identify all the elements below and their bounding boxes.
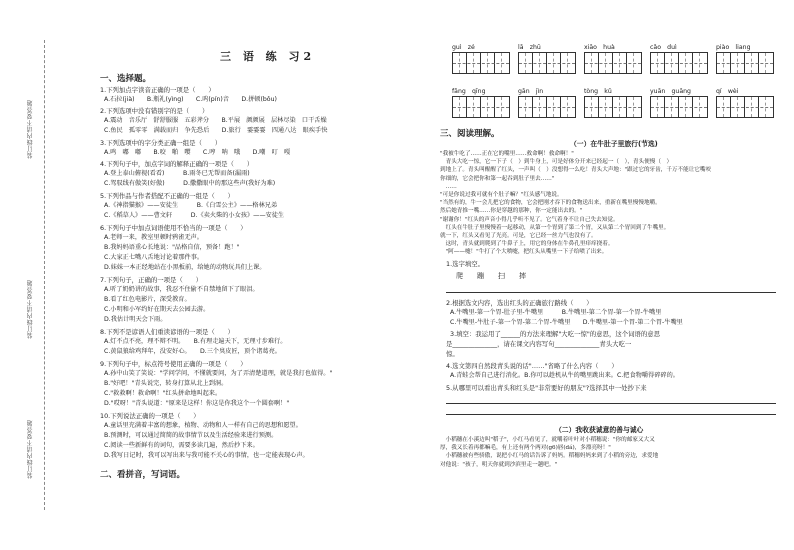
margin-note-2: 装订线内请不要答题 — [27, 280, 34, 339]
pinyin-label: fāng qīng — [452, 88, 486, 95]
passage-2-text — [440, 436, 780, 469]
q5-options-cd: C.《稻草人》——曹文轩 D.《卖火柴的小女孩》——安徒生 — [104, 212, 285, 219]
grid-guide-line — [717, 63, 773, 64]
character-grid-box[interactable] — [518, 52, 576, 74]
q9-option-c: C."救救啊！救命啊！"红头拼命地叫起来。 — [104, 390, 222, 397]
passage-2-line: 小稻穗在小溪边叫"稻子"，小红马看见了，就嚼着叶叶对小稻穗说："你的邮家又大又 — [440, 437, 655, 443]
pinyin-label: qí wèi — [716, 88, 739, 95]
passage-1-line: 到地上了。青头叫醒醒了红头，一声叫（ ）没想得一么吃！青头大声地："跟过它的牙齿，千万不能让它嘴咬 — [440, 167, 712, 174]
section-1-heading: 一、选择题。 — [100, 74, 152, 84]
q6-option-b: B.我妈妈语重心长地说："品格自信，预备！跑！" — [104, 244, 240, 251]
q2-options-ab: A.震动 音乐厅 舒舒服服 五彩斧分 B.平展 颜颜展 层林尽染 口干舌燥 — [104, 117, 327, 124]
question-10: 10.下列说法正确的一项是（ ） — [100, 412, 200, 420]
answer-line — [446, 292, 776, 293]
character-grid-box[interactable] — [452, 96, 510, 118]
q1-options: A.石拉(jià) B.瓶礼(yìng) C.呜(pín)音 D.拼顿(bǒu) — [104, 96, 277, 103]
character-grid-box[interactable] — [584, 52, 642, 74]
margin-note-3: 装订线内请不要答题 — [27, 420, 34, 479]
q9-option-b: B."好吧！"青头说完，转身打算从北上到洞。 — [104, 380, 228, 387]
q6-option-d: D.妹妹一本正经地站在小黑板前，给她的动物玩具们上课。 — [104, 264, 266, 271]
reading-q3: 3.填空：我运用了______的方法来理解"大吃一惊"的意思，这个词语的意思 — [450, 330, 661, 338]
q10-option-c: C.阅读一些新鲜有的词句，需要多读几遍，然后抄下来。 — [104, 442, 259, 449]
passage-1-line: 青头大吃一惊，它一下子（ ）到牛身上，可是好体分开来已经起一（ ），青头便慢（ ） — [440, 159, 673, 166]
passage-1-line: 这时，青头就到爬到了牛鼻子上，用它的身体在牛鼻孔里痒痒挠着。 — [440, 241, 614, 248]
grid-guide-line — [717, 107, 773, 108]
reading-q5: 5.从哪里可以看出青头和红头是"非常要好的朋友"?选择其中一处抄下来 — [446, 384, 647, 392]
q2-options-cd: C.鱼民 孤零零 满载而归 争先恐后 D.旅行 霎霎霎 四通八达 眼疾手快 — [104, 127, 328, 134]
grid-guide-line — [651, 107, 707, 108]
character-grid-box[interactable] — [650, 52, 708, 74]
answer-line — [446, 403, 776, 404]
q3-options: A.鸣 嘟 嘟 B.咬 啪 嘤 C.哼 呐 哦 D.嘲 叮 嘎 — [104, 149, 291, 156]
passage-1-line: "可是你说过我可就有个肚子嘛？"红头感气地说。 — [440, 192, 563, 199]
pinyin-label: yuān guāng — [650, 88, 691, 95]
reading-q1-words: 爬 蹦 扫 摔 — [456, 272, 526, 280]
grid-guide-line — [453, 107, 509, 108]
q9-option-d: D."哎呀！"青头说道："原来是这样！你这是你我这个一个圆套啊！" — [104, 400, 290, 407]
binding-margin — [6, 40, 66, 510]
passage-2-line: 厚，我又长着再都嘛毛，有上还有两个两对(g6)唇(dá)，多漂亮呀！" — [440, 445, 611, 452]
character-grid-box[interactable] — [518, 96, 576, 118]
pinyin-label: guì zé — [452, 44, 475, 51]
grid-guide-line — [651, 63, 707, 64]
question-7: 7.下列句子，正确的一项是（ ） — [100, 276, 202, 284]
grid-guide-line — [519, 63, 575, 64]
question-3: 3.下列选项中的字分类正确一组是（ ） — [100, 139, 222, 147]
q10-option-a: A.童话里充满着丰富的想象，植物、动物和人一样有自己的思想和愿望。 — [104, 422, 302, 429]
q7-option-d: D.我估计明天会下雨。 — [104, 316, 167, 323]
section-2-heading: 二、看拼音，写词语。 — [100, 470, 186, 480]
reading-q2-options-cd: C.牛嘴里-牛肚子-第一个胃-第二个胃-牛嘴里 D.牛嘴里-第一个胃-第二个胃-牛嘴里 — [450, 319, 683, 326]
passage-1-line: …… — [440, 183, 457, 190]
grid-guide-line — [585, 63, 641, 64]
page-title: 三 语 练 习2 — [220, 50, 316, 63]
q4-options-cd: C.驾驭线有傲笑(好傲) D.撒撒眼中的那这些声(我好为难) — [104, 180, 276, 187]
passage-1-title: （一）在牛肚子里旅行(节选) — [570, 140, 658, 148]
passage-1-line: "当然有的，牛一会儿把它的食物，它会把刚才吞下的食物送出来，重新在嘴里慢慢地嚼。 — [440, 200, 661, 207]
grid-guide-line — [453, 63, 509, 64]
pinyin-label: tòng kǔ — [584, 88, 612, 95]
question-6: 6.下列句子中加点词语使用不恰当的一项是（ ） — [100, 224, 247, 232]
passage-1-line: 就一下，红头又看见了光亮。可是，它已经一丝力气也没有了。 — [440, 233, 597, 240]
q8-options-ab: A.灯不点不亮，理不辩不明。 B.有理走遍天下，无理寸步难行。 — [104, 338, 287, 345]
question-4: 4.下列句子中，加点字词的解释正确的一项是（ ） — [100, 160, 254, 168]
question-1: 1.下列加点字读音正确的一项是（ ） — [100, 86, 215, 94]
q4-options-ab: A.登上泰山俯视(看看) B.雨冬已无帮而备(漏雨) — [104, 170, 250, 177]
passage-1-line: "谢谢你！"红头的声音小得几乎听不见了。它气着身不让自己失去知觉。 — [440, 216, 619, 223]
passage-1-line: 红头在牛肚子里慢慢着一起移动，从第一个胃到了第二个胃，又从第二个胃回到了牛嘴里。 — [440, 224, 670, 231]
passage-1-line: "阿——嚏！"牛打了个大喷嚏，把红头从嘴里一下子给喷了出来。 — [440, 249, 608, 256]
q7-option-c: C.小明和小军约好在期天去公园去游。 — [104, 306, 210, 313]
passage-1-text — [440, 150, 780, 257]
character-grid-box[interactable] — [584, 96, 642, 118]
passage-1-line: "我被牛吃了……正在它的嘴里……救命啊！救命啊！" — [440, 151, 574, 157]
q7-option-a: A.听了奶奶讲的故事，我忍不住偷不自禁地留下了眼泪。 — [104, 286, 259, 293]
reading-q2: 2.根据选文内容，选出红头的正确旅行路线（ ） — [446, 299, 593, 307]
pinyin-label: cǎo duì — [650, 44, 677, 51]
pinyin-label: gān jìn — [518, 88, 544, 95]
passage-1-line: 你细的，它会把你和第一起吞到肚子里去……" — [440, 175, 555, 182]
q6-option-c: C.大家正七嘴八舌地讨论着那件事。 — [104, 254, 204, 261]
reading-q2-options-ab: A.牛嘴里-第一个胃-肚子里-牛嘴里 B.牛嘴里-第二个胃-第一个胃-牛嘴里 — [450, 309, 662, 316]
passage-2-line: 小稻穗被有些骄傲，说把小红马的话告诉了妈妈。稻穗妈妈来到了小稻的旁边，求爱地 — [440, 453, 659, 460]
character-grid-box[interactable] — [452, 52, 510, 74]
character-grid-box[interactable] — [650, 96, 708, 118]
reading-q1: 1.选字填空。 — [446, 260, 485, 268]
pinyin-label: xiāo huà — [584, 44, 615, 51]
passage-1-line: 然后她青推一嘴……你是穿越的那种，你一定能出去的。" — [440, 208, 583, 215]
reading-q3-end: 惊。 — [446, 350, 459, 358]
q10-option-b: B.预测时，可以通过简简的故事情节以及生活经验来进行预测。 — [104, 432, 278, 439]
q10-option-d: D.我写日记时，我可以写出来与我可能不关心的事情，也一定能表现心声。 — [104, 452, 309, 459]
pinyin-label: piào liang — [716, 44, 751, 51]
question-2: 2.下列选项中没有错别字的是（ ） — [100, 107, 209, 115]
passage-2-title: （二）我收获诚意的善与诚心 — [555, 426, 644, 434]
passage-2-line: 对他说："孩子，明天你就到沙滨里走一趟吧。" — [440, 461, 558, 468]
answer-line — [446, 414, 776, 415]
grid-guide-line — [585, 107, 641, 108]
reading-q3-cont: 是______________，请在课文内容写句______________青头大吃一 — [446, 340, 632, 348]
binding-line — [44, 40, 45, 510]
question-5: 5.下列作品与作者搭配不正确的一组是（ ） — [100, 192, 234, 200]
q9-option-a: A.孙中山笑了笑说："学问学问，不懂就要问，为了弄清楚道理，就是我打也值得。" — [104, 370, 333, 377]
grid-guide-line — [519, 107, 575, 108]
q8-options-cd: C.黄鼠狼给鸡拜年，没安好心。 D.三个臭皮匠，顶个诸葛亮。 — [104, 348, 281, 355]
reading-q4: 4.选文第四自然段青头说的话"……"省略了什么内容（ ） — [446, 362, 618, 370]
section-3-heading: 三、阅读理解。 — [440, 129, 500, 139]
question-8: 8.下列不是谚语人们重读谚语的一项是（ ） — [100, 328, 234, 336]
margin-note-1: 装订线内请不要答题 — [27, 100, 34, 159]
q6-option-a: A.老师一来，教室里顿时鸦雀无声。 — [104, 234, 203, 241]
character-grid-box[interactable] — [716, 96, 774, 118]
reading-q4-options: A.青蛙会帮自己进行消化。B.你可以趁机从牛的嘴里跳出来。C.把食物嚼得碎碎的。 — [450, 372, 679, 379]
character-grid-box[interactable] — [716, 52, 774, 74]
q5-options-ab: A.《神指猫猴》——安徒生 B.《白雪公主》——格林兄弟 — [104, 202, 278, 209]
pinyin-label: lā zhū — [518, 44, 541, 51]
question-9: 9.下列句子中，标点符号使用正确的一项是（ ） — [100, 360, 247, 368]
q7-option-b: B.看了红色电影片，深受教育。 — [104, 296, 191, 303]
